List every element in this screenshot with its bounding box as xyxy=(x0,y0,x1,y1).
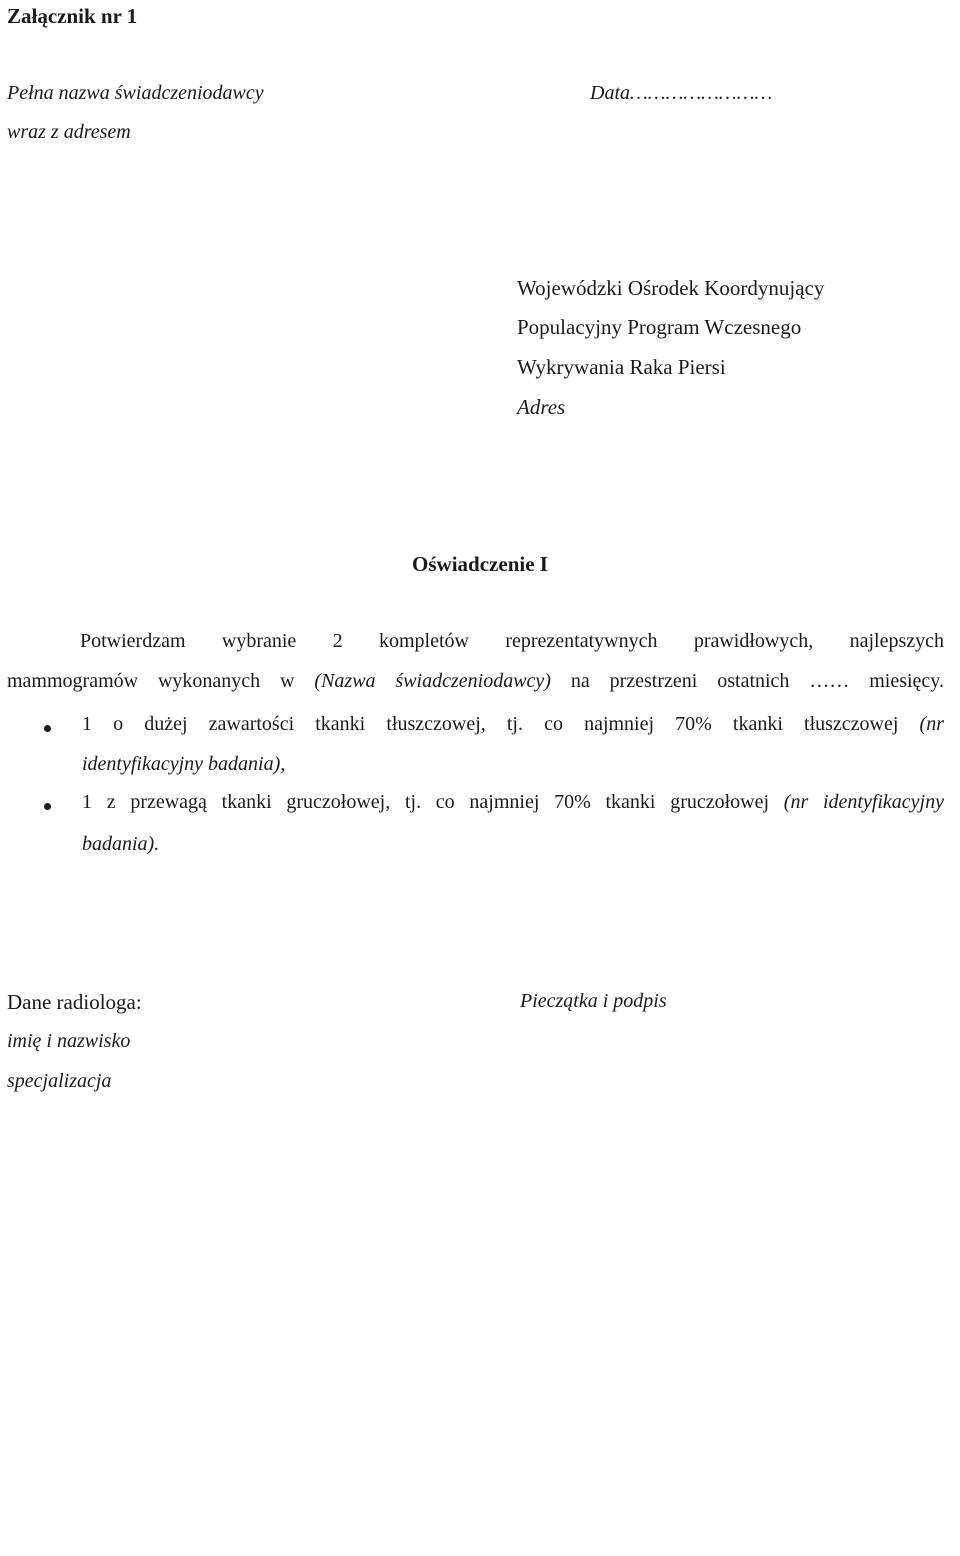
paragraph-text: na przestrzeni ostatnich …… miesięcy. xyxy=(550,670,944,692)
bullet-item-line: badania). xyxy=(82,833,160,855)
date-field: Data…………………… xyxy=(590,82,773,104)
recipient-line: Populacyjny Program Wczesnego xyxy=(517,315,802,339)
radiologist-label: Dane radiologa: xyxy=(7,990,142,1014)
stamp-signature-placeholder: Pieczątka i podpis xyxy=(520,990,667,1012)
attachment-title: Załącznik nr 1 xyxy=(7,4,138,28)
bullet-item-line xyxy=(82,713,944,736)
bullet-item-line: identyfikacyjny badania), xyxy=(82,753,286,775)
bullet-text: 1 z przewagą tkanki gruczołowej, tj. co najmniej 70% tkanki gruczołowej xyxy=(82,791,784,813)
radiologist-name-placeholder: imię i nazwisko xyxy=(7,1030,131,1052)
statement-paragraph-line: Potwierdzam wybranie 2 kompletów reprezentatywnych prawidłowych, najlepszych xyxy=(80,630,944,652)
statement-paragraph-line xyxy=(7,670,944,693)
recipient-line: Wykrywania Raka Piersi xyxy=(517,355,726,379)
paragraph-text: mammogramów wykonanych w xyxy=(7,670,315,692)
bullet-italic-text: (nr xyxy=(919,713,944,735)
provider-address-placeholder: wraz z adresem xyxy=(7,121,131,143)
radiologist-specialization-placeholder: specjalizacja xyxy=(7,1070,112,1092)
bullet-text: 1 o dużej zawartości tkanki tłuszczowej, tj. co najmniej 70% tkanki tłuszczowej xyxy=(82,713,920,735)
provider-name-inline-placeholder: (Nazwa świadczeniodawcy) xyxy=(314,670,551,692)
bullet-item-line xyxy=(82,791,944,814)
bullet-italic-text: (nr identyfikacyjny xyxy=(783,791,944,813)
bullet-icon xyxy=(44,803,51,810)
provider-name-placeholder: Pełna nazwa świadczeniodawcy xyxy=(7,82,264,104)
recipient-address-placeholder: Adres xyxy=(517,395,566,419)
recipient-line: Wojewódzki Ośrodek Koordynujący xyxy=(517,276,825,300)
bullet-icon xyxy=(44,725,51,732)
statement-title: Oświadczenie I xyxy=(412,552,548,576)
